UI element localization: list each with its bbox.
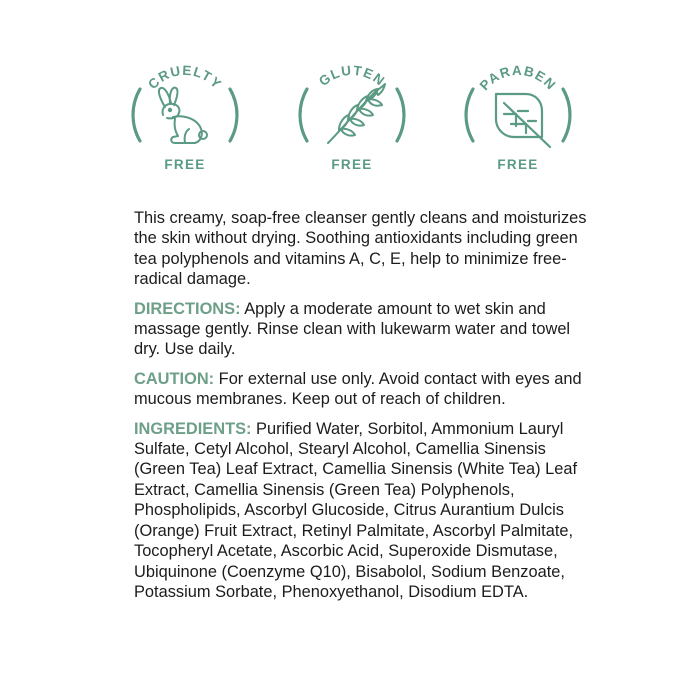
gluten-free-badge: [290, 53, 414, 177]
directions-label: DIRECTIONS:: [134, 299, 241, 318]
badge-bottom-text: FREE: [497, 157, 539, 172]
wheat-icon: [328, 84, 385, 143]
badge-ring-left: [133, 89, 140, 141]
badge-ring-right: [563, 89, 570, 141]
badge-ring-left: [300, 89, 307, 141]
badge-ring-right: [397, 89, 404, 141]
product-description: [134, 208, 594, 611]
rabbit-icon: [159, 88, 207, 143]
paraben-free-badge: [456, 53, 580, 177]
caution-text: For external use only. Avoid contact with eyes and mucous membranes. Keep out of reach of children.: [134, 369, 582, 409]
leaf-icon: [496, 94, 550, 147]
badge-top-text: CRUELTY: [145, 62, 225, 93]
badge-bottom-text: FREE: [331, 157, 373, 172]
directions-text: Apply a moderate amount to wet skin and massage gently. Rinse clean with lukewarm water and towel dry. Use daily.: [134, 299, 571, 359]
ingredients-text: Purified Water, Sorbitol, Ammonium Lauryl Sulfate, Cetyl Alcohol, Stearyl Alcohol, Camellia Sinensis (Green Tea) Leaf Extract, Camellia Sinensis (White Tea) Leaf Extract, Camellia Sinensis (Green Tea) Polyphenols, Phospholipids, Ascorbyl Glucoside, Citrus Aurantium Dulcis (Orange) Fruit Extract, Retinyl Palmitate, Ascorbyl Palmitate, Tocopheryl Acetate, Ascorbic Acid, Superoxide Dismutase, Ubiquinone (Coenzyme Q10), Bisabolol, Sodium Benzoate, Potassium Sorbate, Phenoxyethanol, Disodium EDTA.: [134, 419, 578, 601]
caution-paragraph: [134, 369, 594, 410]
caution-label: CAUTION:: [134, 369, 215, 388]
badge-ring-right: [230, 89, 237, 141]
cruelty-free-badge: [123, 53, 247, 177]
badge-bottom-text: FREE: [164, 157, 206, 172]
directions-paragraph: [134, 299, 594, 360]
ingredients-label: INGREDIENTS:: [134, 419, 252, 438]
badge-ring-left: [466, 89, 473, 141]
badge-top-text: PARABEN: [476, 62, 560, 94]
badge-top-text: GLUTEN: [316, 62, 389, 90]
description-paragraph: This creamy, soap-free cleanser gently cleans and moisturizes the skin without drying. Soothing antioxidants including green tea polyphenols and vitamins A, C, E, help to minimize free-radical damage.: [134, 209, 587, 289]
ingredients-paragraph: [134, 419, 594, 603]
badge-row: [0, 0, 700, 200]
